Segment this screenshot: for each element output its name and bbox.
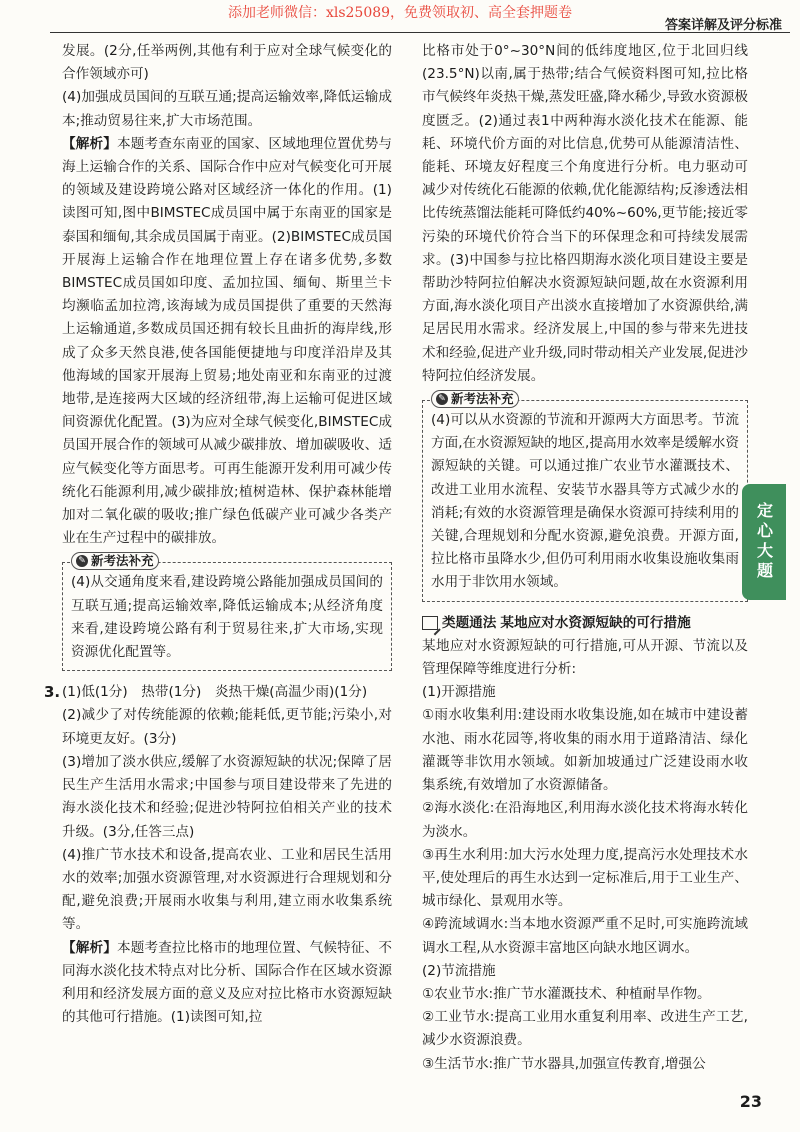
analysis-paragraph (62, 937, 392, 1030)
answer-paragraph: (3)增加了淡水供应,缓解了水资源短缺的状况;保障了居民生产生活用水需求;中国参与项目建设带来了先进的海水淡化技术和经验;促进沙特阿拉伯相关产业的技术升级。(3分,任答三点) (62, 753, 392, 840)
method-paragraph: 某地应对水资源短缺的可行措施,可从开源、节流以及管理保障等维度进行分析: (422, 637, 748, 678)
supplement-text: (4)从交通角度来看,建设跨境公路能加强成员国间的互联互通;提高运输效率,降低运输成本;从经济角度来看,建设跨境公路有利于贸易往来,扩大市场,实现资源优化配置等。 (71, 574, 383, 661)
page-number: 23 (739, 1092, 762, 1111)
analysis-text: 本题考查拉比格市的地理位置、气候特征、不同海水淡化技术特点对比分析、国际合作在区域水资源利用和经济发展方面的意义及应对拉比格市水资源短缺的其他可行措施。(1)读图可知,拉 (62, 939, 393, 1026)
analysis-paragraph: 比格市处于0°~30°N间的低纬度地区,位于北回归线(23.5°N)以南,属于热带;结合气候资料图可知,拉比格市气候终年炎热干燥,蒸发旺盛,降水稀少,导致水资源极度匮乏。(2)通过表1中两种海水淡化技术在能源、能耗、环境代价方面的对比信息,优势可从能源清洁性、能耗、环境友好程度三个角度进行分析。电力驱动可减少对传统化石能源的依赖,优化能源结构;反渗透法相比传统蒸馏法能耗可降低约40%~60%,更节能;接近零污染的环境代价符合当下的环保理念和可持续发展需求。(3)中国参与拉比格四期海水淡化项目建设主要是帮助沙特阿拉伯解决水资源短缺问题,故在水资源利用方面,海水淡化项目产出淡水直接增加了水资源供给,满足居民用水需求。经济发展上,中国的参与带来先进技术和经验,促进产业升级,同时带动相关产业发展,促进沙特阿拉伯经济发展。 (422, 43, 748, 384)
method-item: ③再生水利用:加大污水处理力度,提高污水处理技术水平,使处理后的再生水达到一定标准后,用于工业生产、城市绿化、景观用水等。 (422, 846, 748, 910)
lightbulb-icon: ✎ (436, 393, 448, 405)
supplement-text: (4)可以从水资源的节流和开源两大方面思考。节流方面,在水资源短缺的地区,提高用水效率是缓解水资源短缺的关键。可以通过推广农业节水灌溉技术、改进工业用水流程、安装节水器具等方式减少水的消耗;有效的水资源管理是确保水资源可持续利用的关键,合理规划和分配水资源,避免浪费。开源方面,拉比格市虽降水少,但仍可利用雨水收集设施收集雨水用于非饮用水领域。 (431, 412, 739, 591)
promo-banner: 添加老师微信：xls25089，免费领取初、高全套押题卷 (227, 5, 573, 21)
analysis-tag: 【解析】 (62, 135, 118, 152)
supplement-box (62, 553, 392, 671)
page-header-title: 答案详解及评分标准 (664, 18, 782, 33)
answer-paragraph: (1)低(1分) 热带(1分) 炎热干燥(高温少雨)(1分) (62, 684, 368, 701)
method-item: ②海水淡化:在沿海地区,利用海水淡化技术将海水转化为淡水。 (422, 800, 748, 840)
method-heading (422, 612, 748, 635)
right-column (422, 40, 748, 1076)
method-item: ①雨水收集利用:建设雨水收集设施,如在城市中建设蓄水池、雨水花园等,将收集的雨水用于道路清洁、绿化灌溉等非饮用水领域。如新加坡通过广泛建设雨水收集系统,有效增加了水资源储备。 (422, 707, 748, 794)
answer-paragraph: 发展。(2分,任举两例,其他有利于应对全球气候变化的合作领域亦可) (62, 43, 392, 83)
method-title: 类题通法 (442, 614, 497, 631)
answer-paragraph: (4)推广节水技术和设备,提高农业、工业和居民生活用水的效率;加强水资源管理,对水资源进行合理规划和分配,避免浪费;开展雨水收集与利用,建立雨水收集系统等。 (62, 846, 392, 933)
method-heading-open: (1)开源措施 (422, 684, 496, 701)
method-item: ①农业节水:推广节水灌溉技术、种植耐旱作物。 (422, 985, 711, 1002)
analysis-text: 本题考查东南亚的国家、区域地理位置优势与海上运输合作的关系、国际合作中应对气候变化可开展的领域及建设跨境公路对区域经济一体化的作用。(1)读图可知,图中BIMSTEC成员国中属于东南亚的国家是泰国和缅甸,其余成员国属于南亚。(2)BIMSTEC成员国开展海上运输合作在地理位置上存在诸多优势,多数BIMSTEC成员国如印度、孟加拉国、缅甸、斯里兰卡均濒临孟加拉湾,该海域为成员国提供了重要的天然海上运输通道,多数成员国还拥有较长且曲折的海岸线,形成了众多天然良港,使各国能便捷地与印度洋沿岸及其他海域的国家开展海上贸易;地处南亚和东南亚的过渡地带,是连接两大区域的经济纽带,海上运输可促进区域间资源优化配置。(3)为应对全球气候变化,BIMSTEC成员国开展合作的领域可从减少碳排放、增加碳吸收、适应气候变化等方面思考。可再生能源开发利用可减少传统化石能源利用,减少碳排放;植树造林、保护森林能增加对二氧化碳的吸收;推广绿色低碳产业可减少各类产业在生产过程中的碳排放。 (62, 135, 393, 547)
supplement-label: ✎ 新考法补充 (71, 552, 159, 570)
answer-paragraph: (4)加强成员国间的互联互通;提高运输效率,降低运输成本;推动贸易往来,扩大市场范围。 (62, 89, 392, 129)
supplement-box (422, 391, 748, 602)
question-3-block (44, 681, 393, 1029)
method-item: ④跨流域调水:当本地水资源严重不足时,可实施跨流域调水工程,从水资源丰富地区向缺水地区调水。 (422, 916, 748, 956)
method-item: ③生活节水:推广节水器具,加强宣传教育,增强公 (422, 1055, 706, 1072)
lightbulb-icon: ✎ (76, 555, 88, 567)
method-item: ②工业节水:提高工业用水重复利用率、改进生产工艺,减少水资源浪费。 (422, 1009, 748, 1049)
analysis-tag: 【解析】 (62, 939, 118, 956)
section-side-tab: 定心大题 (742, 484, 786, 600)
header-divider (50, 32, 790, 33)
answer-paragraph: (2)减少了对传统能源的依赖;能耗低,更节能;污染小,对环境更友好。(3分) (62, 707, 392, 747)
method-heading-save: (2)节流措施 (422, 962, 496, 979)
supplement-label: ✎ 新考法补充 (431, 390, 519, 408)
pen-icon (422, 616, 438, 630)
analysis-paragraph (62, 133, 392, 551)
question-number: 3. (44, 683, 61, 702)
method-subtitle: 某地应对水资源短缺的可行措施 (500, 614, 691, 631)
left-column (44, 40, 393, 1029)
